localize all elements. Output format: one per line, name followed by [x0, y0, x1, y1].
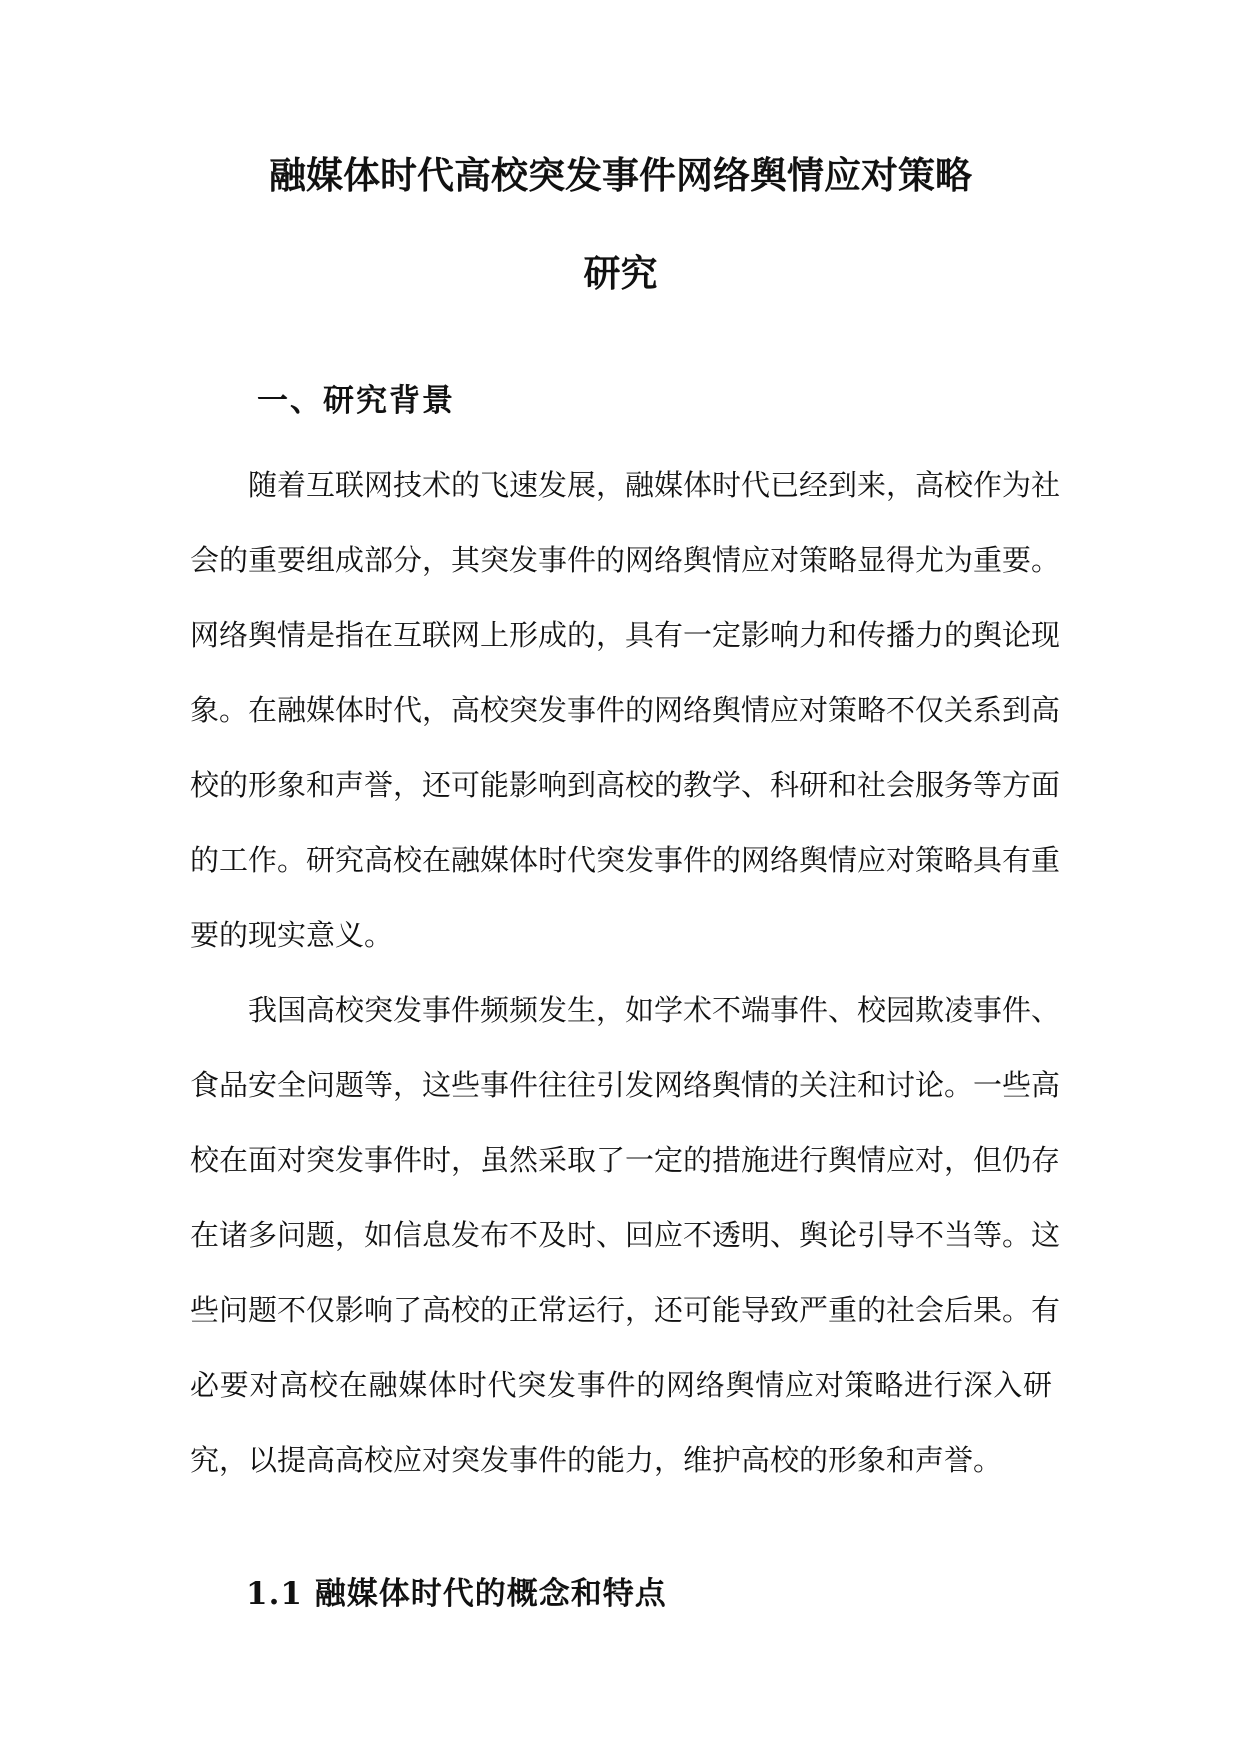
- paragraph-line: 随着互联网技术的飞速发展，融媒体时代已经到来，高校作为社: [248, 468, 1061, 502]
- paragraph-line: 我国高校突发事件频频发生，如学术不端事件、校园欺凌事件、: [248, 993, 1061, 1027]
- paragraph-line: 校在面对突发事件时，虽然采取了一定的措施进行舆情应对，但仍存: [190, 1143, 1061, 1177]
- paragraph-line: 些问题不仅影响了高校的正常运行，还可能导致严重的社会后果。有: [190, 1293, 1061, 1327]
- paragraph-line: 在诸多问题，如信息发布不及时、回应不透明、舆论引导不当等。这: [190, 1218, 1061, 1252]
- paragraph-line: 会的重要组成部分，其突发事件的网络舆情应对策略显得尤为重要。: [190, 543, 1061, 577]
- subsection-heading-1-1: 1.1 融媒体时代的概念和特点: [246, 1576, 667, 1612]
- paragraph-line: 的工作。研究高校在融媒体时代突发事件的网络舆情应对策略具有重: [190, 843, 1061, 877]
- paragraph-line: 食品安全问题等，这些事件往往引发网络舆情的关注和讨论。一些高: [190, 1068, 1061, 1102]
- document-title-line-2: 研究: [583, 251, 658, 295]
- paragraph-line: 要的现实意义。: [190, 918, 394, 952]
- paragraph-line: 网络舆情是指在互联网上形成的，具有一定影响力和传播力的舆论现: [190, 618, 1061, 652]
- document-title-line-1: 融媒体时代高校突发事件网络舆情应对策略: [269, 153, 972, 197]
- paragraph-line: 象。在融媒体时代，高校突发事件的网络舆情应对策略不仅关系到高: [190, 693, 1061, 727]
- paragraph-line: 校的形象和声誉，还可能影响到高校的教学、科研和社会服务等方面: [190, 768, 1061, 802]
- section-heading-research-background: 一、研究背景: [257, 383, 455, 419]
- paragraph-line: 必要对高校在融媒体时代突发事件的网络舆情应对策略进行深入研: [190, 1368, 1052, 1402]
- paragraph-line: 究，以提高高校应对突发事件的能力，维护高校的形象和声誉。: [190, 1443, 1003, 1477]
